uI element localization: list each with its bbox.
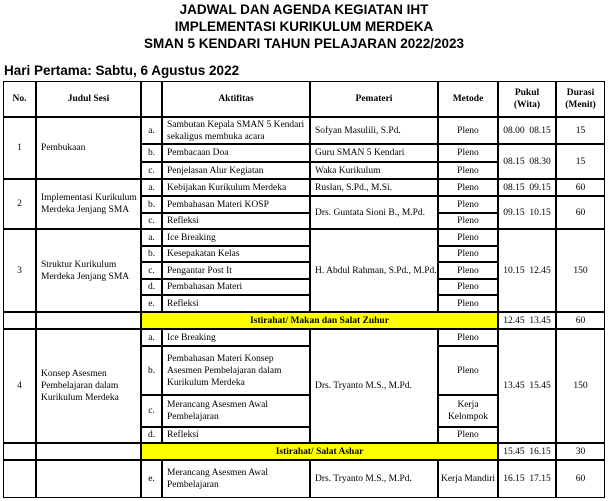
- activity-metode: Kerja Mandiri: [438, 460, 498, 498]
- header-pukul: Pukul (Wita): [498, 81, 556, 117]
- activity-metode: Pleno: [438, 229, 498, 246]
- presenter: H. Abdul Rahman, S.Pd., M.Pd.: [310, 229, 438, 312]
- session-no: 2: [3, 179, 36, 229]
- break-blank: [3, 312, 36, 329]
- duration: 60: [556, 460, 605, 498]
- activity-metode: Pleno: [438, 213, 498, 229]
- activity-letter: c.: [141, 162, 162, 179]
- activity-letter: a.: [141, 117, 162, 144]
- session-no: 3: [3, 229, 36, 312]
- activity-text: Merancang Asesmen Awal Pembelajaran: [162, 460, 310, 498]
- activity-text: Refleksi: [162, 427, 310, 443]
- header-judul-sesi: Judul Sesi: [36, 81, 141, 117]
- title-line-2: IMPLEMENTASI KURIKULUM MERDEKA: [174, 19, 434, 34]
- title-line-1: JADWAL DAN AGENDA KEGIATAN IHT: [179, 2, 429, 17]
- activity-letter: c.: [141, 213, 162, 229]
- session-title: Pembukaan: [36, 117, 141, 179]
- activity-text: Pembahasan Materi KOSP: [162, 196, 310, 213]
- time-range: 16.15 17.15: [498, 460, 556, 498]
- presenter: Waka Kurikulum: [310, 162, 438, 179]
- header-metode: Metode: [438, 81, 498, 117]
- time-range: 09.15 10.15: [498, 196, 556, 229]
- activity-letter: d.: [141, 427, 162, 443]
- presenter: Ruslan, S.Pd., M.Si.: [310, 179, 438, 196]
- activity-text: Kebijakan Kurikulum Merdeka: [162, 179, 310, 196]
- presenter: Guru SMAN 5 Kendari: [310, 144, 438, 162]
- duration: 15: [556, 144, 605, 179]
- activity-metode: Pleno: [438, 117, 498, 144]
- presenter: Drs. Tryanto M.S., M.Pd.: [310, 329, 438, 443]
- duration: 60: [556, 312, 605, 329]
- activity-metode: Pleno: [438, 427, 498, 443]
- activity-text: Pengantar Post It: [162, 262, 310, 279]
- session-no: 1: [3, 117, 36, 179]
- header-durasi: Durasi (Menit): [556, 81, 605, 117]
- activity-text: Pembacaan Doa: [162, 144, 310, 162]
- header-pemateri: Pemateri: [310, 81, 438, 117]
- activity-letter: b.: [141, 196, 162, 213]
- header-letter: [141, 81, 162, 117]
- activity-metode: Pleno: [438, 329, 498, 346]
- time-range: 08.15 08.30: [498, 144, 556, 179]
- activity-metode: Pleno: [438, 279, 498, 295]
- presenter: Drs. Tryanto M.S., M.Pd.: [310, 460, 438, 498]
- activity-letter: b.: [141, 246, 162, 262]
- activity-letter: c.: [141, 395, 162, 427]
- activity-text: Ice Breaking: [162, 229, 310, 246]
- duration: 150: [556, 229, 605, 312]
- activity-letter: a.: [141, 179, 162, 196]
- time-range: 08.15 09.15: [498, 179, 556, 196]
- activity-metode: Pleno: [438, 144, 498, 162]
- session-title: [36, 460, 141, 498]
- activity-letter: c.: [141, 262, 162, 279]
- title-line-3: SMAN 5 KENDARI TAHUN PELAJARAN 2022/2023: [143, 36, 465, 51]
- activity-letter: d.: [141, 279, 162, 295]
- header-aktifitas: Aktifitas: [162, 81, 310, 117]
- session-title: Konsep Asesmen Pembelajaran dalam Kurikulum Merdeka: [36, 329, 141, 443]
- time-range: 10.15 12.45: [498, 229, 556, 312]
- break-blank: [36, 443, 141, 460]
- activity-text: Ice Breaking: [162, 329, 310, 346]
- activity-letter: b.: [141, 144, 162, 162]
- break-blank: [36, 312, 141, 329]
- duration: 60: [556, 196, 605, 229]
- activity-letter: b.: [141, 346, 162, 395]
- activity-text: Refleksi: [162, 213, 310, 229]
- activity-text: Refleksi: [162, 295, 310, 312]
- activity-text: Sambutan Kepala SMAN 5 Kendari sekaligus membuka acara: [162, 117, 310, 144]
- activity-metode: Pleno: [438, 179, 498, 196]
- activity-text: Penjelasan Alur Kegiatan: [162, 162, 310, 179]
- activity-metode: Pleno: [438, 295, 498, 312]
- activity-text: Pembahasan Materi Konsep Asesmen Pembelajaran dalam Kurikulum Merdeka: [162, 346, 310, 395]
- day-heading: Hari Pertama: Sabtu, 6 Agustus 2022: [4, 63, 240, 78]
- activity-metode: Pleno: [438, 196, 498, 213]
- time-range: 13.45 15.45: [498, 329, 556, 443]
- duration: 30: [556, 443, 605, 460]
- activity-metode: Kerja Kelompok: [438, 395, 498, 427]
- break-blank: [3, 443, 36, 460]
- activity-letter: a.: [141, 329, 162, 346]
- activity-letter: e.: [141, 295, 162, 312]
- break-row-ashar: Istirahat/ Salat Ashar: [141, 443, 498, 460]
- activity-metode: Pleno: [438, 162, 498, 179]
- duration: 15: [556, 117, 605, 144]
- activity-metode: Pleno: [438, 246, 498, 262]
- activity-metode: Pleno: [438, 262, 498, 279]
- activity-text: Merancang Asesmen Awal Pembelajaran: [162, 395, 310, 427]
- header-no: No.: [3, 81, 36, 117]
- activity-metode: Pleno: [438, 346, 498, 395]
- time-range: 12.45 13.45: [498, 312, 556, 329]
- session-no: [3, 460, 36, 498]
- presenter: Sofyan Masulili, S.Pd.: [310, 117, 438, 144]
- time-range: 08.00 08.15: [498, 117, 556, 144]
- activity-letter: a.: [141, 229, 162, 246]
- session-title: Implementasi Kurikulum Merdeka Jenjang SMA: [36, 179, 141, 229]
- duration: 60: [556, 179, 605, 196]
- session-title: Struktur Kurikulum Merdeka Jenjang SMA: [36, 229, 141, 312]
- activity-letter: e.: [141, 460, 162, 498]
- presenter: Drs. Guntata Sioni B., M.Pd.: [310, 196, 438, 229]
- duration: 150: [556, 329, 605, 443]
- session-no: 4: [3, 329, 36, 443]
- activity-text: Pembahasan Materi: [162, 279, 310, 295]
- activity-text: Kesepakatan Kelas: [162, 246, 310, 262]
- time-range: 15.45 16.15: [498, 443, 556, 460]
- break-row-lunch: Istirahat/ Makan dan Salat Zuhur: [141, 312, 498, 329]
